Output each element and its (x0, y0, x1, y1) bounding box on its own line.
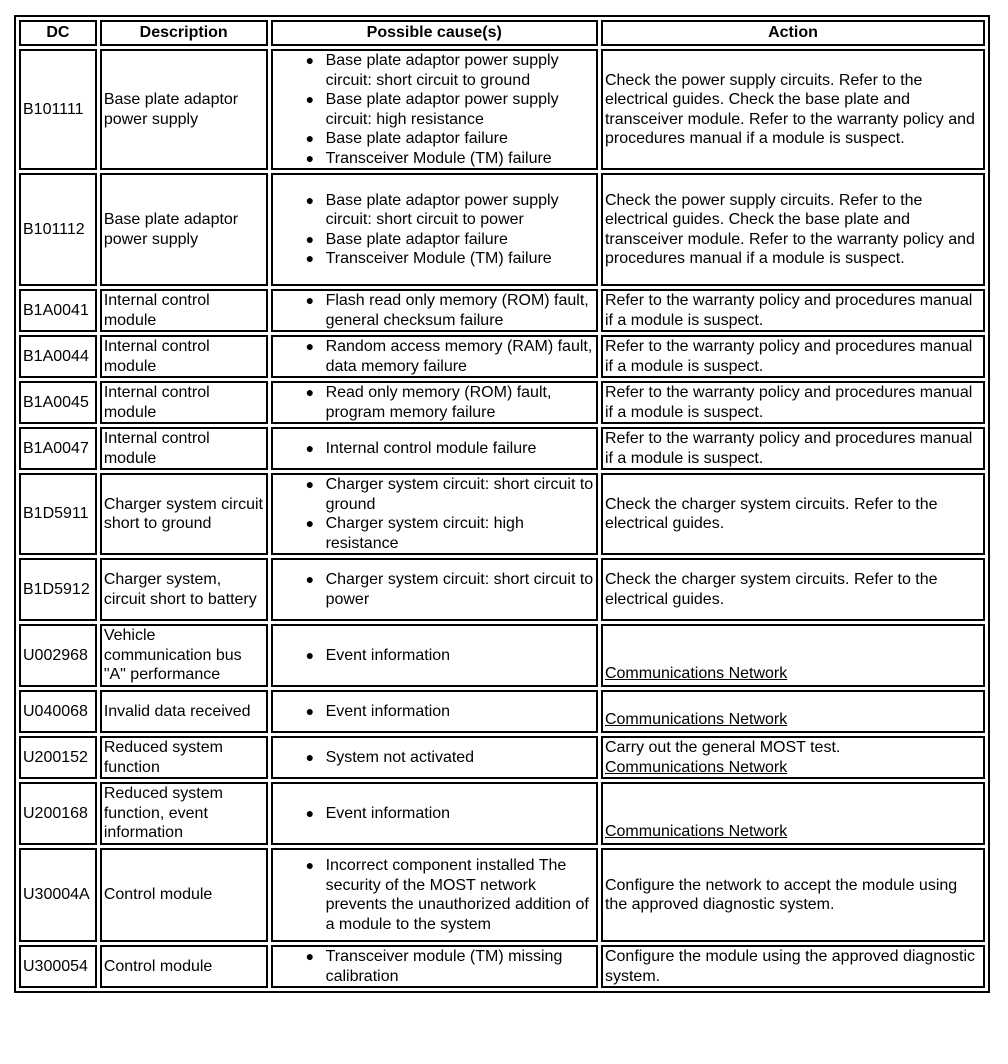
action-text: Carry out the general MOST test. (604, 739, 841, 756)
cause-text: Base plate adaptor power supply circuit: high resistance (325, 91, 559, 128)
bullet-icon: ● (305, 292, 315, 308)
cause-item (306, 337, 594, 376)
action-text: Check the power supply circuits. Refer to the electrical guides. Check the base plate and transceiver module. Refer to the warranty policy and procedures manual if a module is suspect. (604, 191, 975, 267)
table-row (19, 173, 985, 286)
header-action: Action (601, 20, 985, 46)
cause-text: Transceiver module (TM) missing calibration (325, 948, 563, 985)
cause-item (306, 129, 594, 149)
causes-list (275, 947, 594, 986)
dtc-code: B101111 (19, 49, 97, 170)
causes-list (275, 702, 594, 722)
cause-item (306, 249, 594, 269)
table-row (19, 558, 985, 621)
cause-text: Base plate adaptor failure (325, 130, 508, 147)
action-cell (601, 945, 985, 988)
cause-text: Transceiver Module (TM) failure (325, 149, 552, 167)
causes-list (275, 804, 594, 824)
cause-text: Random access memory (RAM) fault, data memory failure (325, 338, 593, 375)
table-row (19, 289, 985, 332)
dtc-code: B1D5911 (19, 473, 97, 555)
bullet-icon: ● (305, 191, 315, 208)
possible-causes-cell (271, 49, 598, 170)
action-cell (601, 558, 985, 621)
action-text: Refer to the warranty policy and procedures manual if a module is suspect. (604, 384, 973, 421)
bullet-icon: ● (305, 52, 315, 68)
action-text: Check the power supply circuits. Refer to the electrical guides. Check the base plate and transceiver module. Refer to the warranty policy and procedures manual if a module is suspect. (604, 71, 975, 147)
causes-list (275, 856, 594, 934)
cause-text: Transceiver Module (TM) failure (325, 250, 552, 267)
cause-item (306, 191, 594, 230)
causes-list (275, 570, 594, 609)
bullet-icon: ● (305, 748, 315, 765)
cause-item (306, 702, 594, 722)
cause-item (306, 291, 594, 330)
action-cell (601, 624, 985, 687)
action-cell (601, 473, 985, 555)
causes-list (275, 646, 594, 666)
table-row (19, 427, 985, 470)
cause-item (306, 383, 594, 422)
communications-network-link[interactable]: Communications Network (604, 758, 788, 776)
dtc-code: U300054 (19, 945, 97, 988)
cause-text: Read only memory (ROM) fault, program memory failure (325, 384, 552, 421)
causes-list (275, 51, 594, 168)
dtc-code: B1A0044 (19, 335, 97, 378)
dtc-description: Invalid data received (100, 690, 268, 733)
header-possible-causes: Possible cause(s) (271, 20, 598, 46)
action-cell (601, 848, 985, 942)
possible-causes-cell (271, 173, 598, 286)
action-text: Check the charger system circuits. Refer to the electrical guides. (604, 571, 938, 608)
dtc-description: Vehicle communication bus "A" performance (100, 624, 268, 687)
bullet-icon: ● (305, 804, 315, 821)
cause-text: Event information (325, 646, 451, 664)
cause-item (306, 804, 594, 824)
cause-text: Event information (325, 804, 451, 822)
bullet-icon: ● (305, 384, 315, 400)
dtc-description: Internal control module (100, 335, 268, 378)
bullet-icon: ● (305, 857, 315, 873)
possible-causes-cell (271, 945, 598, 988)
cause-item (306, 646, 594, 666)
possible-causes-cell (271, 473, 598, 555)
table-row (19, 473, 985, 555)
bullet-icon: ● (305, 130, 315, 146)
cause-text: Event information (325, 702, 451, 720)
causes-list (275, 439, 594, 459)
table-row (19, 848, 985, 942)
bullet-icon: ● (305, 476, 315, 492)
bullet-icon: ● (305, 338, 315, 354)
bullet-icon: ● (305, 515, 315, 531)
cause-item (306, 90, 594, 129)
cause-item (306, 856, 594, 934)
cause-item (306, 748, 594, 768)
communications-network-link[interactable]: Communications Network (604, 710, 788, 728)
cause-item (306, 475, 594, 514)
communications-network-link[interactable]: Communications Network (604, 822, 788, 840)
action-cell (601, 427, 985, 470)
bullet-icon: ● (305, 250, 315, 266)
dtc-description: Charger system circuit short to ground (100, 473, 268, 555)
cause-text: Base plate adaptor power supply circuit: short circuit to ground (325, 52, 559, 89)
table-row (19, 335, 985, 378)
dtc-description: Internal control module (100, 289, 268, 332)
header-dtc: DC (19, 20, 97, 46)
dtc-description: Control module (100, 848, 268, 942)
possible-causes-cell (271, 624, 598, 687)
causes-list (275, 475, 594, 553)
causes-list (275, 383, 594, 422)
possible-causes-cell (271, 736, 598, 779)
dtc-description: Charger system, circuit short to battery (100, 558, 268, 621)
dtc-description: Internal control module (100, 381, 268, 424)
dtc-code: B1A0041 (19, 289, 97, 332)
action-cell (601, 173, 985, 286)
causes-list (275, 291, 594, 330)
bullet-icon: ● (305, 948, 315, 964)
causes-list (275, 337, 594, 376)
action-cell (601, 289, 985, 332)
dtc-description: Control module (100, 945, 268, 988)
dtc-code: U200168 (19, 782, 97, 845)
dtc-code: B1A0047 (19, 427, 97, 470)
table-row (19, 381, 985, 424)
dtc-description: Base plate adaptor power supply (100, 173, 268, 286)
bullet-icon: ● (305, 439, 315, 456)
possible-causes-cell (271, 848, 598, 942)
dtc-code: B101112 (19, 173, 97, 286)
cause-item (306, 570, 594, 609)
action-text: Refer to the warranty policy and procedures manual if a module is suspect. (604, 292, 973, 329)
action-cell (601, 381, 985, 424)
dtc-code: B1D5912 (19, 558, 97, 621)
action-cell (601, 690, 985, 733)
bullet-icon: ● (305, 702, 315, 719)
cause-text: Charger system circuit: short circuit to power (325, 571, 594, 608)
cause-text: Internal control module failure (325, 439, 537, 457)
cause-text: Charger system circuit: high resistance (325, 515, 524, 552)
action-text: Check the charger system circuits. Refer to the electrical guides. (604, 495, 938, 532)
cause-item (306, 439, 594, 459)
cause-item (306, 149, 594, 169)
action-cell (601, 335, 985, 378)
action-text: Refer to the warranty policy and procedures manual if a module is suspect. (604, 430, 973, 467)
cause-item (306, 947, 594, 986)
cause-item (306, 230, 594, 250)
cause-text: Base plate adaptor failure (325, 230, 508, 248)
bullet-icon: ● (305, 91, 315, 107)
table-row (19, 624, 985, 687)
cause-text: Incorrect component installed The security of the MOST network prevents the unauthorized addition of a module to the system (325, 857, 589, 933)
action-text: Refer to the warranty policy and procedures manual if a module is suspect. (604, 338, 973, 375)
dtc-description: Internal control module (100, 427, 268, 470)
cause-item (306, 514, 594, 553)
bullet-icon: ● (305, 230, 315, 247)
communications-network-link[interactable]: Communications Network (604, 664, 788, 682)
possible-causes-cell (271, 335, 598, 378)
possible-causes-cell (271, 381, 598, 424)
table-row (19, 49, 985, 170)
possible-causes-cell (271, 782, 598, 845)
causes-list (275, 191, 594, 269)
dtc-code: B1A0045 (19, 381, 97, 424)
dtc-code: U200152 (19, 736, 97, 779)
table-row (19, 736, 985, 779)
causes-list (275, 748, 594, 768)
header-description: Description (100, 20, 268, 46)
dtc-description: Reduced system function, event information (100, 782, 268, 845)
cause-item (306, 51, 594, 90)
table-row (19, 690, 985, 733)
dtc-table (14, 15, 990, 993)
bullet-icon: ● (305, 571, 315, 587)
bullet-icon: ● (305, 149, 315, 166)
action-cell (601, 782, 985, 845)
cause-text: Base plate adaptor power supply circuit: short circuit to power (325, 191, 559, 228)
dtc-code: U040068 (19, 690, 97, 733)
action-cell (601, 736, 985, 779)
possible-causes-cell (271, 289, 598, 332)
possible-causes-cell (271, 690, 598, 733)
action-text: Configure the module using the approved diagnostic system. (604, 948, 975, 985)
cause-text: Charger system circuit: short circuit to ground (325, 476, 594, 513)
cause-text: Flash read only memory (ROM) fault, general checksum failure (325, 292, 589, 329)
action-text: Configure the network to accept the module using the approved diagnostic system. (604, 876, 958, 913)
table-row (19, 782, 985, 845)
header-row (19, 20, 985, 46)
cause-text: System not activated (325, 748, 475, 766)
action-cell (601, 49, 985, 170)
possible-causes-cell (271, 427, 598, 470)
bullet-icon: ● (305, 646, 315, 663)
dtc-table-container (14, 15, 990, 993)
table-row (19, 945, 985, 988)
dtc-code: U30004A (19, 848, 97, 942)
dtc-description: Reduced system function (100, 736, 268, 779)
dtc-description: Base plate adaptor power supply (100, 49, 268, 170)
possible-causes-cell (271, 558, 598, 621)
dtc-code: U002968 (19, 624, 97, 687)
